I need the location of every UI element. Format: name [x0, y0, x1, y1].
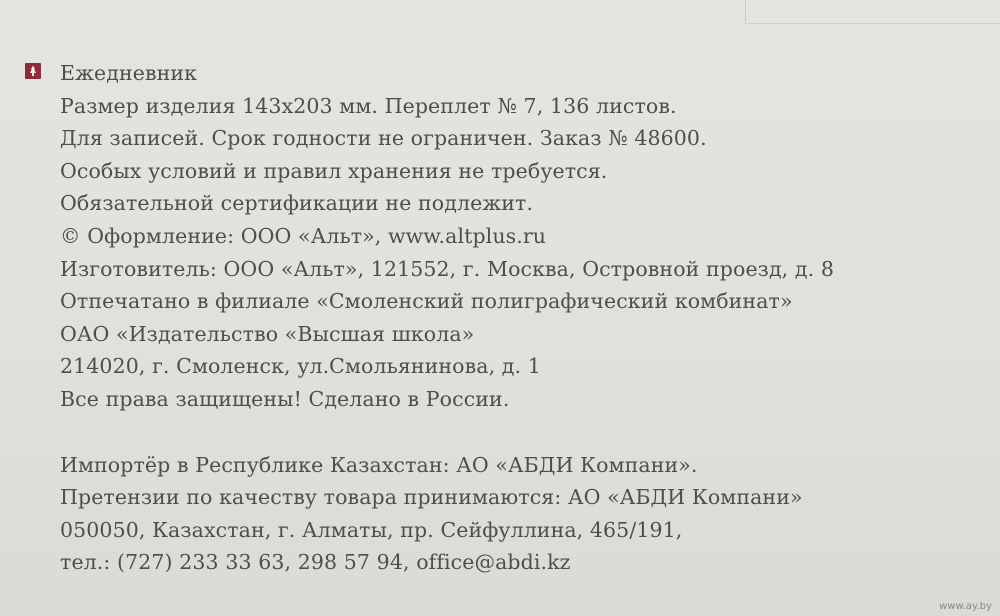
watermark: www.ay.by	[939, 601, 992, 612]
imprint-line: 214020, г. Смоленск, ул.Смольянинова, д. 1	[60, 354, 541, 379]
section-gap	[60, 416, 834, 449]
imprint-line: Все права защищены! Сделано в России.	[60, 386, 510, 411]
imprint-line: Отпечатано в филиале «Смоленский полиграфический комбинат»	[60, 289, 793, 314]
imprint-line: ОАО «Издательство «Высшая школа»	[60, 321, 475, 346]
imprint-line: Особых условий и правил хранения не требуется.	[60, 158, 608, 183]
imprint-line: Для записей. Срок годности не ограничен. Заказ № 48600.	[60, 126, 707, 151]
publisher-logo-icon	[25, 63, 41, 79]
importer-line: Импортёр в Республике Казахстан: АО «АБДИ Компани».	[60, 452, 698, 477]
notebook-ruling-line	[745, 0, 746, 24]
imprint-block	[60, 57, 834, 579]
imprint-line: Размер изделия 143х203 мм. Переплет № 7, 136 листов.	[60, 93, 677, 118]
importer-line: 050050, Казахстан, г. Алматы, пр. Сейфуллина, 465/191,	[60, 517, 683, 542]
notebook-ruling-line	[745, 23, 1000, 24]
product-title: Ежедневник	[60, 61, 198, 85]
importer-line: Претензии по качеству товара принимаются: АО «АБДИ Компани»	[60, 485, 803, 510]
imprint-line: © Оформление: ООО «Альт», www.altplus.ru	[60, 223, 547, 248]
imprint-line: Изготовитель: ООО «Альт», 121552, г. Москва, Островной проезд, д. 8	[60, 256, 835, 281]
imprint-line: Обязательной сертификации не подлежит.	[60, 191, 534, 216]
importer-line: тел.: (727) 233 33 63, 298 57 94, office@abdi.kz	[60, 550, 571, 575]
